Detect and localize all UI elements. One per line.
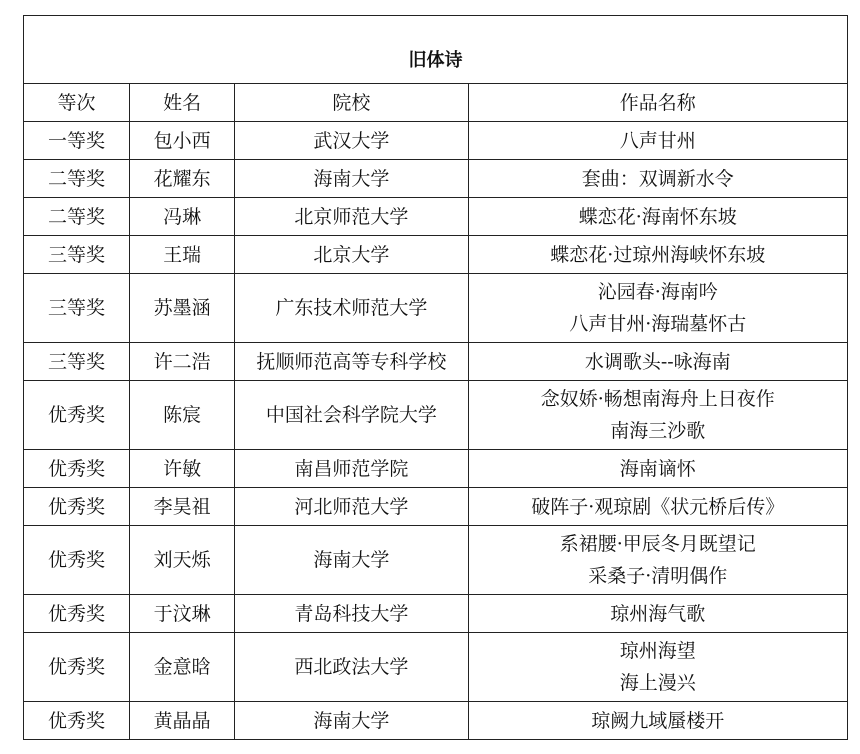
header-works: 作品名称 (468, 84, 847, 122)
cell-works (468, 381, 847, 450)
cell-school: 海南大学 (235, 160, 468, 198)
table-row (24, 595, 848, 633)
cell-works (468, 160, 847, 198)
cell-rank: 优秀奖 (24, 488, 130, 526)
cell-works (468, 526, 847, 595)
header-school: 院校 (235, 84, 468, 122)
work-title: 水调歌头--咏海南 (584, 350, 731, 373)
awards-table-container (23, 15, 848, 740)
work-title: 沁园春·海南吟 (597, 281, 718, 303)
cell-rank: 优秀奖 (24, 595, 130, 633)
cell-works (468, 488, 847, 526)
cell-school: 河北师范大学 (235, 488, 468, 526)
cell-name: 包小西 (130, 122, 235, 160)
cell-name: 许二浩 (130, 343, 235, 381)
cell-works (468, 702, 847, 740)
awards-table (23, 15, 848, 740)
table-row (24, 198, 848, 236)
table-row (24, 274, 848, 343)
work-title: 琼阙九域蜃楼开 (591, 709, 725, 732)
cell-rank: 三等奖 (24, 343, 130, 381)
cell-rank: 一等奖 (24, 122, 130, 160)
cell-name: 冯琳 (130, 198, 235, 236)
cell-school: 青岛科技大学 (235, 595, 468, 633)
cell-name: 王瑞 (130, 236, 235, 274)
cell-works (468, 450, 847, 488)
cell-school: 北京大学 (235, 236, 468, 274)
cell-works (468, 122, 847, 160)
cell-works (468, 236, 847, 274)
table-row (24, 343, 848, 381)
table-row (24, 450, 848, 488)
work-title: 八声甘州 (619, 129, 696, 152)
work-title: 海上漫兴 (619, 672, 696, 694)
cell-works (468, 343, 847, 381)
table-row (24, 122, 848, 160)
work-title: 套曲：双调新水令 (581, 167, 734, 190)
work-title: 琼州海望 (619, 640, 696, 662)
cell-name: 陈宸 (130, 381, 235, 450)
work-title: 采桑子·清明偶作 (588, 565, 728, 587)
cell-school: 西北政法大学 (235, 633, 468, 702)
cell-rank: 优秀奖 (24, 381, 130, 450)
cell-name: 刘天烁 (130, 526, 235, 595)
work-title: 南海三沙歌 (610, 420, 706, 442)
cell-school: 中国社会科学院大学 (235, 381, 468, 450)
cell-school: 海南大学 (235, 526, 468, 595)
cell-school: 海南大学 (235, 702, 468, 740)
table-row (24, 702, 848, 740)
table-row (24, 160, 848, 198)
cell-name: 李昊祖 (130, 488, 235, 526)
cell-works (468, 198, 847, 236)
cell-works (468, 274, 847, 343)
cell-name: 苏墨涵 (130, 274, 235, 343)
cell-name: 花耀东 (130, 160, 235, 198)
table-row (24, 633, 848, 702)
work-title: 破阵子·观琼剧《状元桥后传》 (531, 495, 785, 518)
table-row (24, 526, 848, 595)
cell-name: 金意晗 (130, 633, 235, 702)
cell-rank: 优秀奖 (24, 633, 130, 702)
work-title: 海南谪怀 (619, 457, 696, 480)
work-title: 系裙腰·甲辰冬月既望记 (559, 533, 756, 555)
table-row (24, 488, 848, 526)
cell-rank: 优秀奖 (24, 702, 130, 740)
cell-school: 北京师范大学 (235, 198, 468, 236)
table-row (24, 381, 848, 450)
header-rank: 等次 (24, 84, 130, 122)
cell-rank: 二等奖 (24, 160, 130, 198)
header-row (24, 84, 848, 122)
table-title: 旧体诗 (24, 16, 848, 84)
cell-rank: 三等奖 (24, 274, 130, 343)
work-title: 念奴娇·畅想南海舟上日夜作 (540, 388, 775, 410)
work-title: 蝶恋花·过琼州海峡怀东坡 (550, 243, 766, 266)
cell-rank: 二等奖 (24, 198, 130, 236)
cell-name: 许敏 (130, 450, 235, 488)
table-row (24, 236, 848, 274)
title-row (24, 16, 848, 84)
cell-rank: 三等奖 (24, 236, 130, 274)
cell-name: 于汶琳 (130, 595, 235, 633)
cell-name: 黄晶晶 (130, 702, 235, 740)
cell-works (468, 595, 847, 633)
cell-works (468, 633, 847, 702)
cell-school: 抚顺师范高等专科学校 (235, 343, 468, 381)
cell-school: 南昌师范学院 (235, 450, 468, 488)
cell-school: 武汉大学 (235, 122, 468, 160)
work-title: 八声甘州·海瑞墓怀古 (569, 313, 747, 335)
cell-rank: 优秀奖 (24, 526, 130, 595)
work-title: 蝶恋花·海南怀东坡 (578, 205, 737, 228)
cell-school: 广东技术师范大学 (235, 274, 468, 343)
header-name: 姓名 (130, 84, 235, 122)
work-title: 琼州海气歌 (610, 602, 706, 625)
cell-rank: 优秀奖 (24, 450, 130, 488)
